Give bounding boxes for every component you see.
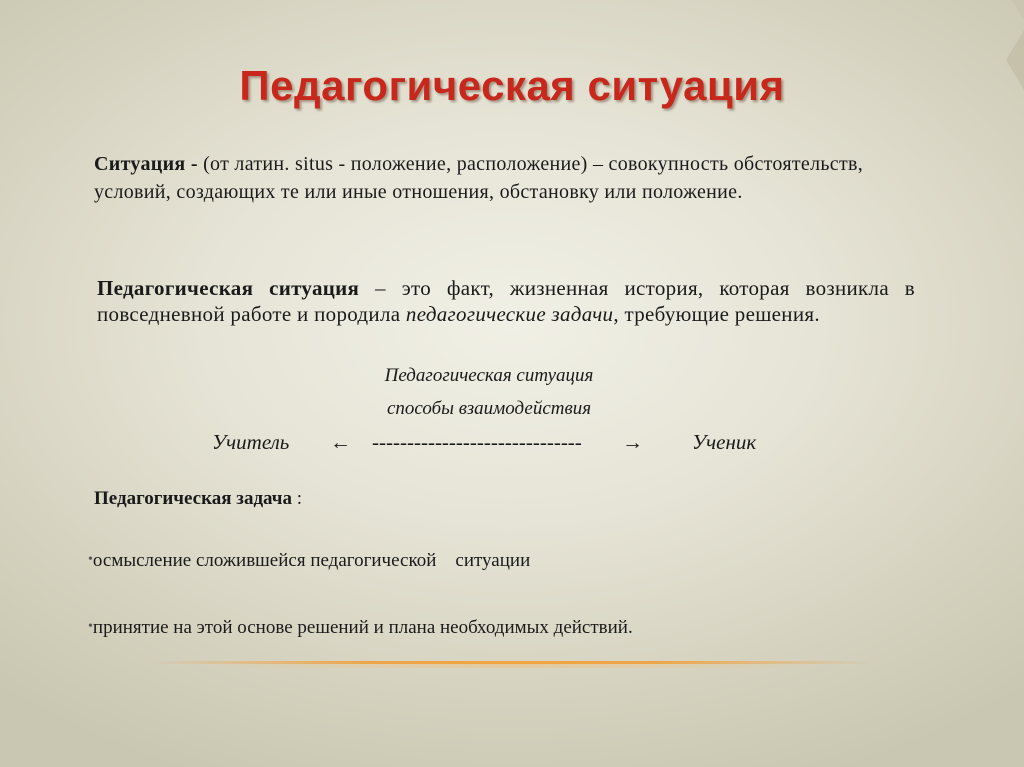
teacher-student-relation	[0, 430, 1024, 460]
dashed-connector: ------------------------------	[372, 430, 582, 454]
bullet-icon: •	[88, 619, 93, 634]
arrow-left-icon: ←	[330, 430, 351, 454]
page-title: Педагогическая ситуация	[239, 62, 785, 109]
student-label: Ученик	[692, 430, 757, 454]
pedagogical-situation-term: Педагогическая ситуация	[97, 276, 360, 300]
scheme-line-situation: Педагогическая ситуация	[384, 365, 594, 386]
decorative-right-edge	[984, 0, 1024, 767]
arrow-right-icon: →	[622, 430, 643, 454]
bullet-text: осмысление сложившейся педагогической ситуации	[92, 550, 531, 571]
situation-term: Ситуация -	[94, 153, 198, 175]
bullet-icon: •	[88, 552, 93, 567]
list-item	[88, 617, 633, 639]
scheme-line-interaction: способы взаимодействия	[386, 398, 592, 419]
bullet-text: принятие на этой основе решений и плана необходимых действий.	[92, 617, 633, 638]
teacher-label: Учитель	[212, 430, 290, 454]
pedagogical-situation-definition	[97, 275, 915, 327]
task-heading-term: Педагогическая задача	[94, 488, 293, 509]
pedagogical-situation-text-1: – это факт, жизненная история, которая возникла в повседневной работе и породила	[97, 276, 915, 326]
list-item	[88, 550, 530, 572]
task-heading	[94, 488, 302, 510]
decorative-divider-glow	[200, 664, 824, 668]
situation-definition-text: (от латин. situs - положение, расположение) – совокупность обстоятельств, условий, создающих те или иные отношения, обстановку или положение.	[94, 153, 864, 203]
pedagogical-situation-text-2: , требующие решения.	[613, 302, 820, 326]
pedagogical-tasks-phrase: педагогические задачи	[405, 302, 614, 326]
situation-definition	[94, 150, 944, 206]
task-heading-suffix: :	[292, 488, 303, 509]
